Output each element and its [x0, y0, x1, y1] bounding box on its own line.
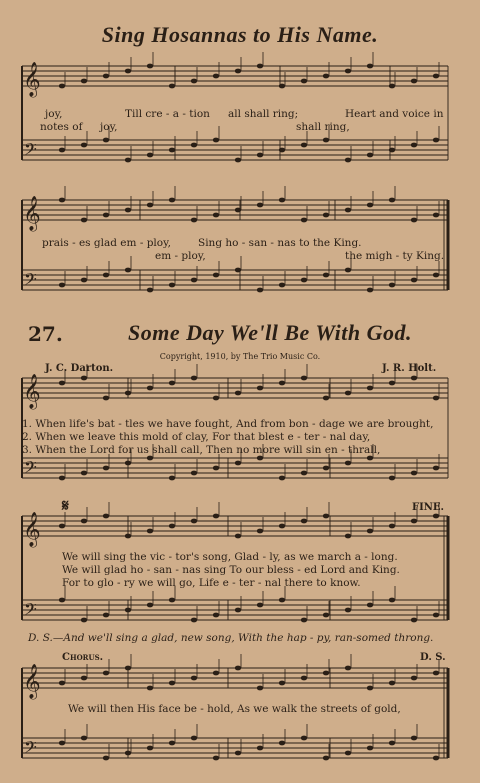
- note-head: [345, 751, 351, 756]
- svg-text:𝄞: 𝄞: [23, 374, 41, 409]
- bass-clef-icon: 𝄢: [24, 139, 37, 163]
- note-head: [81, 736, 87, 741]
- note-head: [81, 218, 87, 223]
- note-head: [257, 456, 263, 461]
- note-head: [103, 466, 109, 471]
- note-head: [169, 741, 175, 746]
- note-head: [81, 278, 87, 283]
- note-head: [81, 376, 87, 381]
- verse-line-1: 1. When life's bat - tles we have fought, And from bon - dage we are brought,: [22, 418, 434, 430]
- note-head: [301, 218, 307, 223]
- svg-text:𝄞: 𝄞: [23, 512, 41, 547]
- note-head: [147, 288, 153, 293]
- note-head: [301, 676, 307, 681]
- note-head: [345, 534, 351, 539]
- chorus-line: We will then His face be - hold, As we walk the streets of gold,: [68, 703, 401, 715]
- note-head: [103, 514, 109, 519]
- note-head: [213, 396, 219, 401]
- note-head: [213, 514, 219, 519]
- lyric-word: the migh - ty King.: [345, 250, 445, 262]
- treble-clef-icon: 𝄞: [23, 62, 41, 97]
- note-head: [411, 278, 417, 283]
- note-head: [235, 534, 241, 539]
- note-head: [59, 598, 65, 603]
- lyric-word: shall ring,: [296, 121, 350, 133]
- note-head: [389, 524, 395, 529]
- note-head: [257, 686, 263, 691]
- note-head: [411, 519, 417, 524]
- note-head: [389, 381, 395, 386]
- note-head: [169, 381, 175, 386]
- note-head: [301, 376, 307, 381]
- note-head: [191, 143, 197, 148]
- segno-sign: 𝄋: [62, 496, 69, 515]
- note-head: [213, 466, 219, 471]
- note-head: [433, 613, 439, 618]
- note-head: [367, 64, 373, 69]
- svg-text:𝄢: 𝄢: [24, 737, 37, 761]
- verse-line-2: 2. When we leave this mold of clay, For that blest e - ter - nal day,: [22, 431, 371, 443]
- note-head: [367, 603, 373, 608]
- note-head: [323, 213, 329, 218]
- note-head: [103, 613, 109, 618]
- note-head: [213, 213, 219, 218]
- note-head: [59, 524, 65, 529]
- lyric-word: all shall ring;: [228, 108, 299, 120]
- note-head: [279, 148, 285, 153]
- lyric-word: joy,: [45, 108, 63, 120]
- note-head: [389, 598, 395, 603]
- note-head: [389, 148, 395, 153]
- note-head: [257, 746, 263, 751]
- note-head: [103, 756, 109, 761]
- note-head: [389, 681, 395, 686]
- note-head: [433, 138, 439, 143]
- note-head: [279, 198, 285, 203]
- note-head: [367, 203, 373, 208]
- note-head: [411, 143, 417, 148]
- note-head: [323, 613, 329, 618]
- lyricist-credit: J. C. Darton.: [45, 363, 114, 374]
- note-head: [257, 529, 263, 534]
- note-head: [389, 283, 395, 288]
- note-head: [389, 476, 395, 481]
- note-head: [59, 283, 65, 288]
- note-head: [191, 519, 197, 524]
- note-head: [323, 671, 329, 676]
- lyric-word: em - ploy,: [155, 250, 206, 262]
- note-head: [125, 534, 131, 539]
- ds-line: D. S.—And we'll sing a glad, new song, With the hap - py, ran-somed throng.: [28, 632, 434, 644]
- note-head: [213, 138, 219, 143]
- note-head: [345, 666, 351, 671]
- note-head: [103, 671, 109, 676]
- note-head: [147, 153, 153, 158]
- note-head: [125, 666, 131, 671]
- note-head: [433, 396, 439, 401]
- note-head: [169, 476, 175, 481]
- note-head: [323, 396, 329, 401]
- note-head: [191, 79, 197, 84]
- note-head: [257, 153, 263, 158]
- note-head: [169, 84, 175, 89]
- note-head: [257, 64, 263, 69]
- note-head: [59, 681, 65, 686]
- svg-text:𝄞: 𝄞: [23, 196, 41, 231]
- lyric-word: notes of: [40, 121, 83, 133]
- note-head: [257, 203, 263, 208]
- note-head: [169, 283, 175, 288]
- note-head: [191, 618, 197, 623]
- note-head: [147, 203, 153, 208]
- note-head: [323, 74, 329, 79]
- note-head: [147, 746, 153, 751]
- note-head: [257, 386, 263, 391]
- note-head: [191, 218, 197, 223]
- note-head: [59, 741, 65, 746]
- note-head: [433, 756, 439, 761]
- note-head: [323, 138, 329, 143]
- note-head: [279, 681, 285, 686]
- note-head: [125, 268, 131, 273]
- note-head: [345, 69, 351, 74]
- note-head: [213, 613, 219, 618]
- note-head: [125, 461, 131, 466]
- chorus-label: Chorus.: [62, 652, 104, 663]
- note-head: [81, 519, 87, 524]
- lyric-word: joy,: [100, 121, 118, 133]
- note-head: [257, 603, 263, 608]
- note-head: [191, 278, 197, 283]
- note-head: [235, 69, 241, 74]
- note-head: [279, 741, 285, 746]
- note-head: [103, 74, 109, 79]
- note-head: [81, 143, 87, 148]
- note-head: [411, 736, 417, 741]
- note-head: [147, 64, 153, 69]
- note-head: [389, 198, 395, 203]
- note-head: [103, 396, 109, 401]
- verse-line-3: 3. When the Lord for us shall call, Then no more will sin en - thrall,: [22, 444, 381, 456]
- note-head: [103, 138, 109, 143]
- note-head: [125, 69, 131, 74]
- note-head: [81, 471, 87, 476]
- svg-text:𝄞: 𝄞: [23, 664, 41, 699]
- note-head: [389, 741, 395, 746]
- note-head: [191, 736, 197, 741]
- note-head: [367, 153, 373, 158]
- note-head: [125, 391, 131, 396]
- note-head: [345, 158, 351, 163]
- note-head: [433, 74, 439, 79]
- note-head: [279, 524, 285, 529]
- note-head: [279, 84, 285, 89]
- note-head: [235, 208, 241, 213]
- note-head: [169, 148, 175, 153]
- refrain-line-3: For to glo - ry we will go, Life e - ter - nal there to know.: [62, 577, 361, 589]
- lyric-word: Sing ho - san - nas to the King.: [198, 237, 362, 249]
- note-head: [301, 278, 307, 283]
- note-head: [81, 676, 87, 681]
- note-head: [345, 391, 351, 396]
- note-head: [235, 751, 241, 756]
- note-head: [169, 198, 175, 203]
- note-head: [147, 456, 153, 461]
- note-head: [125, 608, 131, 613]
- note-head: [213, 756, 219, 761]
- note-head: [125, 208, 131, 213]
- note-head: [235, 461, 241, 466]
- note-head: [367, 529, 373, 534]
- note-head: [59, 381, 65, 386]
- note-head: [103, 273, 109, 278]
- note-head: [169, 681, 175, 686]
- note-head: [169, 598, 175, 603]
- note-head: [191, 376, 197, 381]
- note-head: [147, 529, 153, 534]
- note-head: [389, 84, 395, 89]
- note-head: [367, 746, 373, 751]
- note-head: [301, 79, 307, 84]
- note-head: [279, 381, 285, 386]
- ds-label: D. S.: [420, 652, 446, 663]
- note-head: [125, 158, 131, 163]
- note-head: [147, 686, 153, 691]
- hymn-number: 27.: [28, 322, 63, 346]
- note-head: [433, 273, 439, 278]
- note-head: [125, 751, 131, 756]
- note-head: [301, 143, 307, 148]
- note-head: [279, 283, 285, 288]
- note-head: [279, 476, 285, 481]
- note-head: [59, 476, 65, 481]
- note-head: [411, 376, 417, 381]
- note-head: [59, 198, 65, 203]
- lyric-word: prais - es glad em - ploy,: [42, 237, 171, 249]
- hymn2-title: Some Day We'll Be With God.: [127, 320, 413, 345]
- note-head: [367, 386, 373, 391]
- note-head: [191, 676, 197, 681]
- note-head: [235, 158, 241, 163]
- note-head: [81, 79, 87, 84]
- fine-label: FINE.: [412, 502, 445, 513]
- note-head: [345, 461, 351, 466]
- note-head: [345, 268, 351, 273]
- svg-text:𝄢: 𝄢: [24, 269, 37, 293]
- note-head: [59, 148, 65, 153]
- note-head: [213, 671, 219, 676]
- note-head: [367, 288, 373, 293]
- note-head: [301, 618, 307, 623]
- note-head: [147, 386, 153, 391]
- note-head: [323, 466, 329, 471]
- refrain-line-2: We will glad ho - san - nas sing To our bless - ed Lord and King.: [62, 564, 400, 576]
- note-head: [301, 519, 307, 524]
- note-head: [81, 618, 87, 623]
- note-head: [257, 288, 263, 293]
- note-head: [323, 514, 329, 519]
- note-head: [213, 273, 219, 278]
- note-head: [235, 666, 241, 671]
- lyric-word: Heart and voice in: [345, 108, 444, 120]
- refrain-line-1: We will sing the vic - tor's song, Glad - ly, as we march a - long.: [62, 551, 398, 563]
- svg-text:𝄢: 𝄢: [24, 457, 37, 481]
- note-head: [411, 471, 417, 476]
- note-head: [235, 608, 241, 613]
- note-head: [59, 84, 65, 89]
- composer-credit: J. R. Holt.: [382, 363, 437, 374]
- note-head: [235, 268, 241, 273]
- hymn1-title: Sing Hosannas to His Name.: [101, 22, 379, 47]
- note-head: [213, 74, 219, 79]
- note-head: [411, 218, 417, 223]
- note-head: [169, 524, 175, 529]
- note-head: [367, 456, 373, 461]
- note-head: [367, 686, 373, 691]
- note-head: [279, 598, 285, 603]
- note-head: [433, 466, 439, 471]
- note-head: [345, 608, 351, 613]
- note-head: [433, 514, 439, 519]
- lyric-word: Till cre - a - tion: [125, 108, 210, 120]
- note-head: [433, 671, 439, 676]
- copyright-notice: Copyright, 1910, by The Trio Music Co.: [159, 352, 321, 361]
- note-head: [411, 618, 417, 623]
- note-head: [301, 736, 307, 741]
- note-head: [103, 213, 109, 218]
- note-head: [301, 471, 307, 476]
- note-head: [147, 603, 153, 608]
- note-head: [411, 79, 417, 84]
- note-head: [345, 208, 351, 213]
- svg-text:𝄢: 𝄢: [24, 599, 37, 623]
- note-head: [323, 756, 329, 761]
- note-head: [235, 391, 241, 396]
- note-head: [433, 213, 439, 218]
- note-head: [191, 471, 197, 476]
- note-head: [323, 273, 329, 278]
- note-head: [411, 676, 417, 681]
